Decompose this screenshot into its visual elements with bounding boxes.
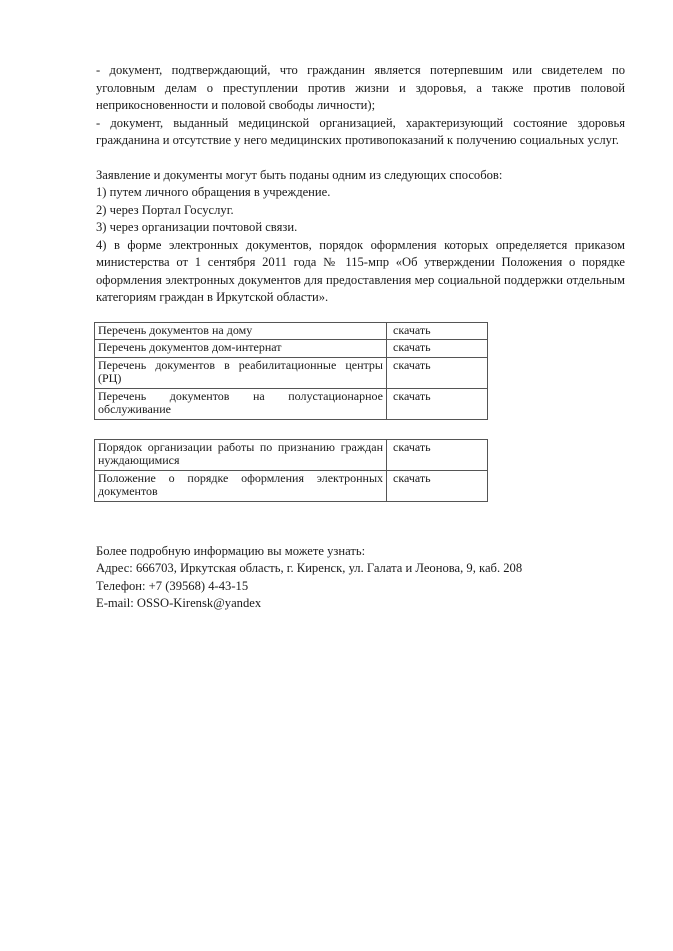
download-link[interactable]: скачать	[387, 388, 488, 419]
document-name: Перечень документов дом-интернат	[95, 340, 387, 358]
document-name: Перечень документов на дому	[95, 322, 387, 340]
submission-method: 1) путем личного обращения в учреждение.	[96, 185, 331, 199]
submission-heading: Заявление и документы могут быть поданы одним из следующих способов:	[96, 167, 503, 182]
download-link[interactable]: скачать	[387, 439, 488, 470]
table-row	[95, 340, 488, 358]
document-page	[96, 62, 625, 613]
document-name: Перечень документов на полустационарное обслуживание	[95, 388, 387, 419]
table-row	[95, 322, 488, 340]
contacts-intro: Более подробную информацию вы можете узнать:	[96, 543, 366, 558]
table-row	[95, 357, 488, 388]
download-link[interactable]: скачать	[387, 322, 488, 340]
documents-table	[94, 322, 488, 420]
submission-method: 2) через Портал Госуслуг.	[96, 202, 234, 217]
contacts-block	[96, 543, 625, 613]
contacts-email[interactable]: E-mail: OSSO-Kirensk@yandex	[96, 596, 262, 610]
document-name: Порядок организации работы по признанию граждан нуждающимися	[95, 439, 387, 470]
table-row	[95, 470, 488, 501]
download-link[interactable]: скачать	[387, 357, 488, 388]
intro-item: - документ, выданный медицинской организацией, характеризующий состояние здоровья гражданина и отсутствие у него медицинских противопоказаний к получению социальных услуг.	[96, 115, 625, 147]
contacts-phone: Телефон: +7 (39568) 4-43-15	[96, 578, 249, 593]
download-link[interactable]: скачать	[387, 470, 488, 501]
submission-method: 3) через организации почтовой связи.	[96, 220, 298, 234]
spacer	[96, 150, 625, 167]
document-name: Положение о порядке оформления электронных документов	[95, 470, 387, 501]
contacts-address: Адрес: 666703, Иркутская область, г. Киренск, ул. Галата и Леонова, 9, каб. 208	[96, 561, 523, 575]
table-row	[95, 439, 488, 470]
intro-item: - документ, подтверждающий, что гражданин является потерпевшим или свидетелем по уголовным делам о преступлении против жизни и здоровья, а также против половой неприкосновенности и половой свободы личности);	[96, 63, 625, 112]
document-name: Перечень документов в реабилитационные центры (РЦ)	[95, 357, 387, 388]
table-row	[95, 388, 488, 419]
regulations-table	[94, 439, 488, 502]
download-link[interactable]: скачать	[387, 340, 488, 358]
submission-method: 4) в форме электронных документов, порядок оформления которых определяется приказом министерства от 1 сентября 2011 года № 115-мпр «Об утверждении Положения о порядке оформления электронных документов для предоставления мер социальной поддержки отдельным категориям граждан в Иркутской области».	[96, 237, 625, 304]
